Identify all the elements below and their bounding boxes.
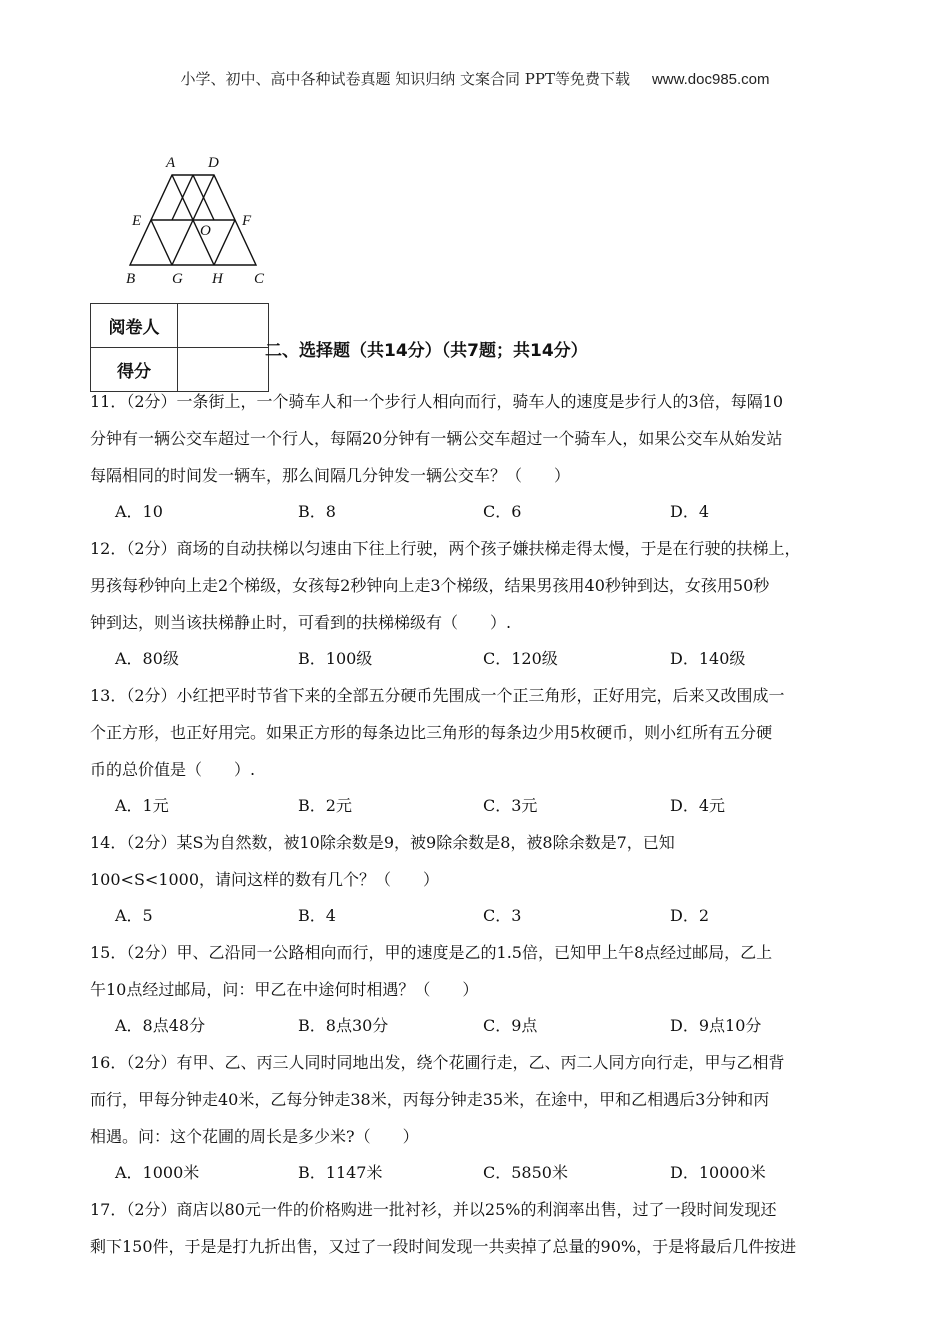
question-text-line: 剩下150件，于是是打九折出售，又过了一段时间发现一共卖掉了总量的90%，于是将最后几件按进: [90, 1237, 797, 1256]
question-text-line: 17．（2分）商店以80元一件的价格购进一批衬衫，并以25%的利润率出售，过了一段时间发现还: [90, 1200, 777, 1219]
label-C: C: [254, 271, 265, 287]
question-text-line: 币的总价值是（ ）.: [90, 760, 256, 779]
question-text-line: 相遇。问：这个花圃的周长是多少米?（ ）: [90, 1127, 419, 1146]
label-O: O: [200, 223, 211, 239]
option-a[interactable]: A．1000米: [115, 1163, 200, 1182]
question-text-line: 12．（2分）商场的自动扶梯以匀速由下往上行驶，两个孩子嫌扶梯走得太慢，于是在行驶的扶梯上，: [90, 539, 801, 558]
triangle-grid-diagram: [118, 148, 278, 290]
question-14: [90, 824, 866, 934]
question-list: [90, 383, 866, 1265]
option-a[interactable]: A．5: [115, 906, 153, 925]
option-d[interactable]: D．4: [670, 502, 710, 521]
option-d[interactable]: D．140级: [670, 649, 746, 668]
question-11: [90, 383, 866, 530]
option-d[interactable]: D．4元: [670, 796, 726, 815]
options-row: [90, 788, 866, 824]
option-b[interactable]: B．4: [298, 906, 336, 925]
question-12: [90, 530, 866, 677]
options-row: [90, 1008, 866, 1044]
line-EG: [151, 220, 172, 265]
options-row: [90, 641, 866, 677]
options-row: [90, 494, 866, 530]
question-text-line: 个正方形，也正好用完。如果正方形的每条边比三角形的每条边少用5枚硬币，则小红所有五分硬: [90, 723, 773, 742]
question-text-line: 15．（2分）甲、乙沿同一公路相向而行，甲的速度是乙的1.5倍，已知甲上午8点经过邮局，乙上: [90, 943, 773, 962]
score-box: [90, 303, 269, 392]
label-F: F: [242, 213, 252, 229]
question-text-line: 男孩每秒钟向上走2个梯级，女孩每2秒钟向上走3个梯级，结果男孩用40秒钟到达，女孩用50秒: [90, 576, 770, 595]
question-text-line: 14．（2分）某S为自然数，被10除余数是9，被9除余数是8，被8除余数是7，已知: [90, 833, 675, 852]
option-a[interactable]: A．10: [115, 502, 163, 521]
question-text-line: 而行，甲每分钟走40米，乙每分钟走38米，丙每分钟走35米，在途中，甲和乙相遇后3分钟和丙: [90, 1090, 770, 1109]
option-c[interactable]: C．3元: [483, 796, 538, 815]
header-site-link[interactable]: www.doc985.com: [651, 71, 770, 88]
label-H: H: [212, 271, 223, 287]
reviewer-label: 阅卷人: [91, 304, 178, 348]
line-FH: [214, 220, 235, 265]
option-a[interactable]: A．80级: [115, 649, 179, 668]
page-header: [0, 68, 950, 89]
option-d[interactable]: D．2: [670, 906, 710, 925]
label-B: B: [126, 271, 136, 287]
question-17: [90, 1191, 866, 1265]
option-b[interactable]: B．2元: [298, 796, 352, 815]
question-text-line: 每隔相同的时间发一辆车，那么间隔几分钟发一辆公交车？（ ）: [90, 466, 571, 485]
option-d[interactable]: D．10000米: [670, 1163, 766, 1182]
question-text-line: 11．（2分）一条街上，一个骑车人和一个步行人相向而行，骑车人的速度是步行人的3倍，每隔10: [90, 392, 784, 411]
label-D: D: [208, 155, 219, 171]
option-c[interactable]: C．6: [483, 502, 522, 521]
option-b[interactable]: B．8点30分: [298, 1016, 389, 1035]
question-text-line: 16．（2分）有甲、乙、丙三人同时同地出发，绕个花圃行走，乙、丙二人同方向行走，甲与乙相背: [90, 1053, 785, 1072]
reviewer-field: [178, 304, 269, 348]
option-c[interactable]: C．5850米: [483, 1163, 568, 1182]
option-c[interactable]: C．3: [483, 906, 522, 925]
question-16: [90, 1044, 866, 1191]
option-b[interactable]: B．100级: [298, 649, 373, 668]
triangle-grid-figure: [118, 148, 278, 290]
question-text-line: 钟到达，则当该扶梯静止时，可看到的扶梯梯级有（ ）.: [90, 613, 512, 632]
question-text-line: 分钟有一辆公交车超过一个行人，每隔20分钟有一辆公交车超过一个骑车人，如果公交车从始发站: [90, 429, 783, 448]
options-row: [90, 898, 866, 934]
header-text: 小学、初中、高中各种试卷真题 知识归纳 文案合同 PPT等免费下载: [180, 70, 630, 88]
label-E: E: [132, 213, 142, 229]
option-a[interactable]: A．8点48分: [115, 1016, 206, 1035]
question-text-line: 午10点经过邮局，问：甲乙在中途何时相遇？（ ）: [90, 980, 479, 999]
question-text-line: 13．（2分）小红把平时节省下来的全部五分硬币先围成一个正三角形，正好用完，后来又改围成一: [90, 686, 785, 705]
label-G: G: [172, 271, 183, 287]
option-c[interactable]: C．120级: [483, 649, 558, 668]
option-b[interactable]: B．1147米: [298, 1163, 383, 1182]
options-row: [90, 1155, 866, 1191]
score-label: 得分: [91, 348, 178, 392]
option-d[interactable]: D．9点10分: [670, 1016, 762, 1035]
section-title: 二、选择题（共14分）（共7题；共14分）: [265, 341, 588, 361]
question-15: [90, 934, 866, 1044]
option-b[interactable]: B．8: [298, 502, 336, 521]
question-text-line: 100<S<1000，请问这样的数有几个？（ ）: [90, 870, 440, 889]
question-13: [90, 677, 866, 824]
option-a[interactable]: A．1元: [115, 796, 169, 815]
label-A: A: [166, 155, 176, 171]
option-c[interactable]: C．9点: [483, 1016, 538, 1035]
